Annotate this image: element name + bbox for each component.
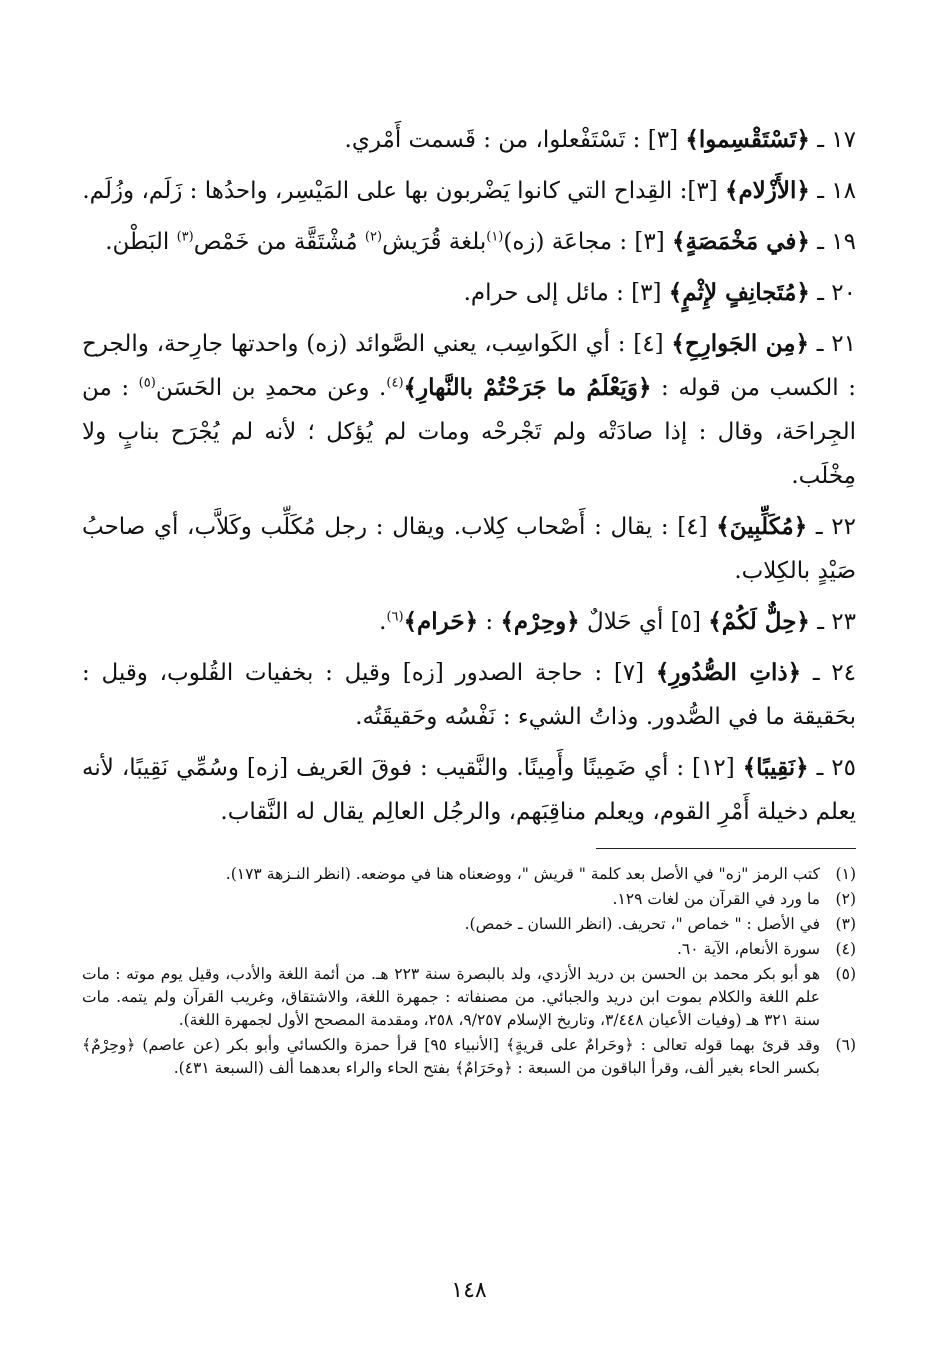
quran-quote: ﴿وَيَعْلَمُ ما جَرَحْتُمْ بالنَّهارِ﴾ xyxy=(403,374,652,401)
entry-term: ﴿مُكَلِّبِينَ﴾ xyxy=(716,513,808,540)
quran-quote: ﴿وحِرْم﴾ xyxy=(500,608,580,635)
entry-text: بلغة قُرَيش xyxy=(382,229,487,255)
entry-19 xyxy=(82,220,856,264)
quran-quote: ﴿حَرام﴾ xyxy=(403,608,479,635)
footnote xyxy=(82,863,856,886)
entry-term: ﴿مِن الجَوارِحِ﴾ xyxy=(671,330,810,357)
entry-text: [١٢] : أي ضَمِينًا وأَمِينًا. والنَّقيب : فوقَ العَريف [زه] وسُمِّي نَقِيبًا، لأنه يعلم دخيلة أَمْرِ القوم، ويعلم مناقِبَهم، والرجُل العالِم يقال له النَّقاب. xyxy=(82,755,856,825)
footnote-ref[interactable]: (٢) xyxy=(364,229,383,245)
entry-23 xyxy=(82,600,856,644)
entry-term: ﴿تَسْتَقْسِموا﴾ xyxy=(685,126,810,153)
entry-term: ﴿نَقِيبًا﴾ xyxy=(742,754,809,781)
entry-text: [٤] : أي الكَواسِب، يعني الصَّوائد (زه) واحدتها جارِحة، والجرح : الكسب من قوله : xyxy=(82,331,856,401)
footnote-ref[interactable]: (٥) xyxy=(138,375,156,391)
footnotes xyxy=(82,863,856,1080)
page-number: ١٤٨ xyxy=(451,1278,487,1303)
entry-text: مُشْتَقَّة من خَمْص xyxy=(193,229,365,255)
entry-number: ٢٠ ـ xyxy=(817,280,856,306)
entry-term: ﴿مُتَجانِفٍ لإِثْمٍ﴾ xyxy=(668,279,810,306)
entry-text: [٣] : تَسْتَفْعلوا، من : قَسمت أَمْري. xyxy=(344,127,686,153)
entry-text: البَطْن. xyxy=(105,229,177,255)
footnote-number: (٤) xyxy=(835,940,856,958)
entry-20 xyxy=(82,271,856,315)
entry-text: [٧] : حاجة الصدور [زه] وقيل : بخفيات القُلوب، وقيل : بحَقيقة ما في الصُّدور. وذاتُ الشيء : نَفْسُه وحَقيقَتُه. xyxy=(82,660,856,730)
entry-number: ١٩ ـ xyxy=(817,229,856,255)
entry-term: ﴿في مَخْمَصَةٍ﴾ xyxy=(672,228,810,255)
entry-text: : من الجِراحَة، وقال : إذا صادَتْه ولم تَجْرحْه ومات لم يُؤكل ؛ لأنه لم يُجْرَح بنابٍ ولا مِخْلَب. xyxy=(82,375,856,489)
entry-22 xyxy=(82,505,856,593)
entry-term: ﴿ذاتِ الصُّدُورِ﴾ xyxy=(655,659,802,686)
footnote-ref[interactable]: (٣) xyxy=(176,229,194,245)
footnote xyxy=(82,913,856,936)
footnote xyxy=(82,888,856,911)
entry-25 xyxy=(82,746,856,834)
footnote-ref[interactable]: (٦) xyxy=(386,609,404,625)
footnote-text: هو أبو بكر محمد بن الحسن بن دريد الأزدي، ولد بالبصرة سنة ٢٢٣ هـ. من أئمة اللغة والأدب، وقيل يوم موته : مات علم اللغة والكلام بموت ابن دريد والجبائي. من مصنفاته : جمهرة اللغة، والاشتقاق، وغريب القرآن ولم يتمه. مات سنة ٣٢١ هـ (وفيات الأعيان ٣/٤٤٨، وتاريخ الإسلام ٩/٢٥٧، ٢٥٨، ومقدمة المصحح الأول لجمهرة اللغة). xyxy=(82,965,821,1029)
footnote-text: وقد قرئ بهما قوله تعالى : ﴿وحَرامٌ على قريةٍ﴾ [الأنبياء ٩٥] قرأ حمزة والكسائي وأبو بكر (عن عاصم) ﴿وحِرْمٌ﴾ بكسر الحاء بغير ألف، وقرأ الباقون من السبعة : ﴿وحَرَامٌ﴾ بفتح الحاء والراء بعدهما ألف (السبعة ٤٣١). xyxy=(82,1036,821,1077)
entry-17 xyxy=(82,118,856,162)
footnote-text: سورة الأنعام، الآية ٦٠. xyxy=(676,940,820,958)
entry-text: [٣] : مجاعَة (زه) xyxy=(503,229,673,255)
footnote-number: (٦) xyxy=(835,1036,856,1054)
entry-number: ٢١ ـ xyxy=(816,331,856,357)
entry-18 xyxy=(82,169,856,213)
footnote-separator xyxy=(596,848,856,849)
footnote xyxy=(82,1034,856,1080)
footnote-text: كتب الرمز "زه" في الأصل بعد كلمة " قريش "، ووضعناه هنا في موضعه. (انظر النـزهة ١٧٣). xyxy=(225,865,820,883)
entry-text: [٣]: القِداح التي كانوا يَضْربون بها على المَيْسِر، واحدُها : زَلَم، وزُلَم. xyxy=(82,178,725,204)
entry-number: ٢٣ ـ xyxy=(817,609,856,635)
entry-text: [٣] : مائل إلى حرام. xyxy=(463,280,669,306)
footnote-number: (١) xyxy=(835,865,856,883)
entry-number: ٢٢ ـ xyxy=(815,514,856,540)
entry-number: ١٧ ـ xyxy=(817,127,856,153)
entry-24 xyxy=(82,651,856,739)
entry-number: ٢٥ ـ xyxy=(816,755,856,781)
entry-text: [٤] : يقال : أَصْحاب كِلاب. ويقال : رجل مُكَلِّب وكَلاَّب، أي صاحبُ صَيْدٍ بالكِلاب. xyxy=(82,514,856,584)
footnote xyxy=(82,938,856,961)
footnote xyxy=(82,963,856,1032)
entry-number: ١٨ ـ xyxy=(817,178,856,204)
entry-number: ٢٤ ـ xyxy=(812,660,857,686)
entry-text: : xyxy=(478,609,501,635)
entry-21 xyxy=(82,322,856,498)
footnote-text: ما ورد في القرآن من لغات ١٢٩. xyxy=(612,890,820,908)
footnote-number: (٣) xyxy=(835,915,856,933)
entry-text: [٥] أي حَلالٌ xyxy=(579,609,709,635)
entry-term: ﴿حِلٌّ لَكُمْ﴾ xyxy=(708,608,810,635)
footnote-number: (٥) xyxy=(835,965,856,983)
entry-text: . xyxy=(379,609,387,635)
footnote-number: (٢) xyxy=(835,890,856,908)
entry-term: ﴿الأَزْلام﴾ xyxy=(724,177,810,204)
entry-text: . وعن محمدِ بن الحَسَن xyxy=(155,375,387,401)
footnote-ref[interactable]: (٤) xyxy=(386,375,404,391)
footnote-text: في الأصل : " خماص "، تحريف. (انظر اللسان ـ خمص). xyxy=(464,915,820,933)
footnote-ref[interactable]: (١) xyxy=(486,229,504,245)
